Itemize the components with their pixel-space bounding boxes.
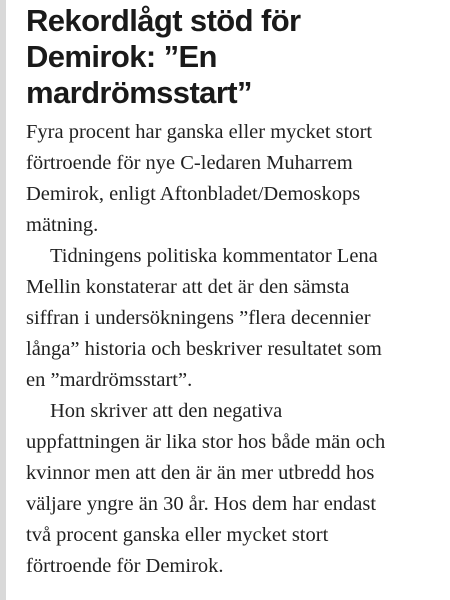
headline: [26, 3, 442, 111]
paragraph-line: förtroende för Demirok.: [26, 555, 224, 577]
paragraph-negative-view: [26, 396, 442, 582]
headline-line: Demirok: ”En: [26, 39, 217, 74]
paragraph-line: mätning.: [26, 214, 99, 236]
paragraph-intro: [26, 117, 442, 241]
paragraph-line: Mellin konstaterar att det är den sämsta: [26, 276, 350, 298]
article: [26, 3, 442, 582]
paragraph-line: Tidningens politiska kommentator Lena: [50, 245, 378, 267]
paragraph-line: väljare yngre än 30 år. Hos dem har endast: [26, 493, 377, 515]
left-border: [0, 0, 6, 600]
paragraph-line: uppfattningen är lika stor hos både män och: [26, 431, 386, 453]
paragraph-line: förtroende för nye C-ledaren Muharrem: [26, 152, 353, 174]
article-body: [26, 117, 442, 582]
headline-line: mardrömsstart”: [26, 75, 252, 110]
paragraph-line: två procent ganska eller mycket stort: [26, 524, 329, 546]
paragraph-line: en ”mardrömsstart”.: [26, 369, 193, 391]
paragraph-line: Demirok, enligt Aftonbladet/Demoskops: [26, 183, 361, 205]
paragraph-line: Fyra procent har ganska eller mycket stort: [26, 121, 373, 143]
paragraph-line: kvinnor men att den är än mer utbredd hos: [26, 462, 375, 484]
paragraph-line: siffran i undersökningens ”flera decennier: [26, 307, 371, 329]
headline-line: Rekordlågt stöd för: [26, 3, 301, 38]
paragraph-line: långa” historia och beskriver resultatet som: [26, 338, 382, 360]
paragraph-line: Hon skriver att den negativa: [50, 400, 283, 422]
paragraph-commentator: [26, 241, 442, 396]
